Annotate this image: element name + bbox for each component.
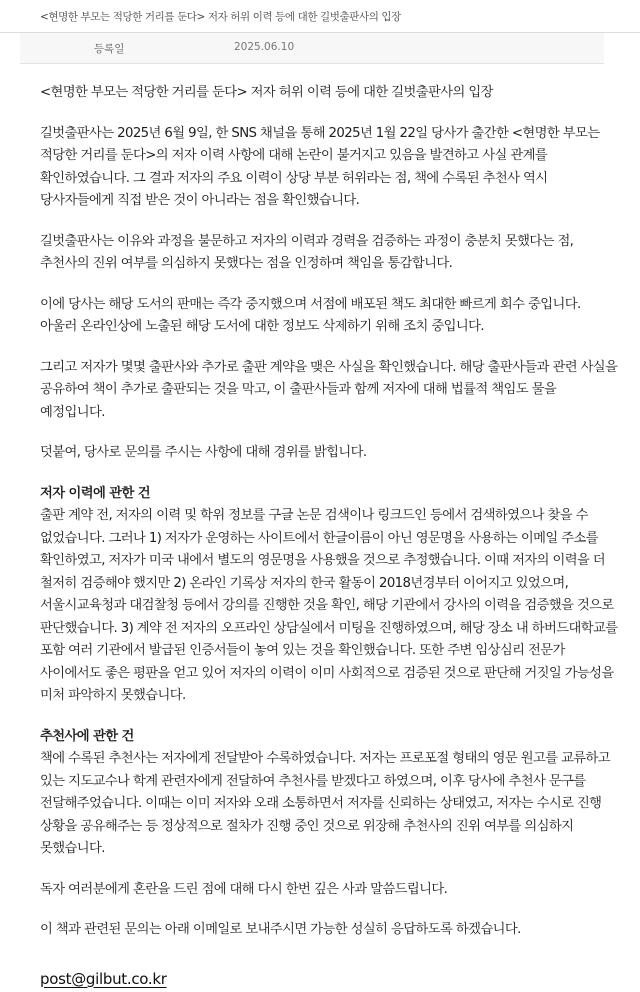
section-title-author-history: 저자 이력에 관한 건 [40, 485, 151, 501]
paragraph-5: 덧붙여, 당사로 문의를 주시는 사항에 대해 경위를 밝힙니다. [40, 445, 367, 460]
section-title-recommendation: 추천사에 관한 건 [40, 728, 134, 744]
paragraph-apology: 독자 여러분에게 혼란을 드린 점에 대해 다시 한번 깊은 사과 말씀드립니다. [40, 881, 448, 897]
section-body-recommendation: 책에 수록된 추천사는 저자에게 전달받아 수록하였습니다. 저자는 프로포절 형태의 영문 원고를 교류하고 있는 지도교수나 학계 관련자에게 전달하여 추천사를 받겠다고 하였으며, 이후 당사에 추천사 문구를 전달해주었습니다. 이때는 이미 저자와 오래 소통하면서 저자를 신뢰하는 상태였고, 저자는 수시로 진행 상황을 공유해주는 등 정상적으로 절차가 진행 중인 것으로 위장해 추천사의 진위 여부를 의심하지 못했습니다. [40, 751, 611, 856]
article-title: <현명한 부모는 적당한 거리를 둔다> 저자 허위 이력 등에 대한 길벗출판사의 입장 [40, 85, 493, 100]
registered-date: 2025.06.10 [234, 41, 295, 53]
post-meta [20, 33, 604, 64]
breadcrumb-bar [0, 0, 640, 33]
paragraph-contact: 이 책과 관련된 문의는 아래 이메일로 보내주시면 가능한 성실히 응답하도록 하겠습니다. [40, 922, 521, 937]
paragraph-3: 이에 당사는 해당 도서의 판매는 즉각 중지했으며 서점에 배포된 책도 최대한 빠르게 회수 중입니다. 아울러 온라인상에 노출된 해당 도서에 대한 정보도 삭제하기 위해 조치 중입니다. [40, 296, 581, 334]
article-body [40, 82, 618, 992]
breadcrumb: <현명한 부모는 적당한 거리를 둔다> 저자 허위 이력 등에 대한 길벗출판사의 입장 [40, 11, 401, 23]
registered-date-label: 등록일 [94, 43, 125, 55]
contact-email-link[interactable]: post@gilbut.co.kr [40, 969, 167, 988]
paragraph-1: 길벗출판사는 2025년 6월 9일, 한 SNS 채널을 통해 2025년 1월 22일 당사가 출간한 <현명한 부모는 적당한 거리를 둔다>의 저자 이력 사항에 대해 논란이 불거지고 있음을 발견하고 사실 관계를 확인하였습니다. 그 결과 저자의 주요 이력이 상당 부분 허위라는 점, 책에 수록된 추천사 역시 당사자들에게 직접 받은 것이 아니라는 점을 확인했습니다. [40, 125, 600, 208]
section-body-author-history: 출판 계약 전, 저자의 이력 및 학위 정보를 구글 논문 검색이나 링크드인 등에서 검색하였으나 찾을 수 없었습니다. 그러나 1) 저자가 운영하는 사이트에서 한글이름이 아닌 영문명을 사용하는 이메일 주소를 확인하였고, 저자가 미국 내에서 별도의 영문명을 사용했을 것으로 추정했습니다. 이때 저자의 이력을 더 철저히 검증해야 했지만 2) 온라인 기록상 저자의 한국 활동이 2018년경부터 이어지고 있었으며, 서울시교육청과 대검찰청 등에서 강의를 진행한 것을 확인, 해당 기관에서 강사의 이력을 검증했을 것으로 판단했습니다. 3) 계약 전 저자의 오프라인 상담실에서 미팅을 진행하였으며, 해당 장소 내 하버드대학교를 포함 여러 기관에서 발급된 인증서들이 놓여 있는 것을 확인했습니다. 또한 주변 임상심리 전문가 사이에서도 좋은 평판을 얻고 있어 저자의 이력이 이미 사회적으로 검증된 것으로 판단해 거짓일 가능성을 미처 파악하지 못했습니다. [40, 508, 618, 703]
paragraph-2: 길벗출판사는 이유와 과정을 불문하고 저자의 이력과 경력을 검증하는 과정이 충분치 못했다는 점, 추천사의 진위 여부를 의심하지 못했다는 점을 인정하며 책임을 통감합니다. [40, 233, 574, 271]
paragraph-4: 그리고 저자가 몇몇 출판사와 추가로 출판 계약을 맺은 사실을 확인했습니다. 해당 출판사들과 관련 사실을 공유하여 책이 추가로 출판되는 것을 막고, 이 출판사들과 함께 저자에 대해 법률적 책임도 물을 예정입니다. [40, 359, 618, 420]
